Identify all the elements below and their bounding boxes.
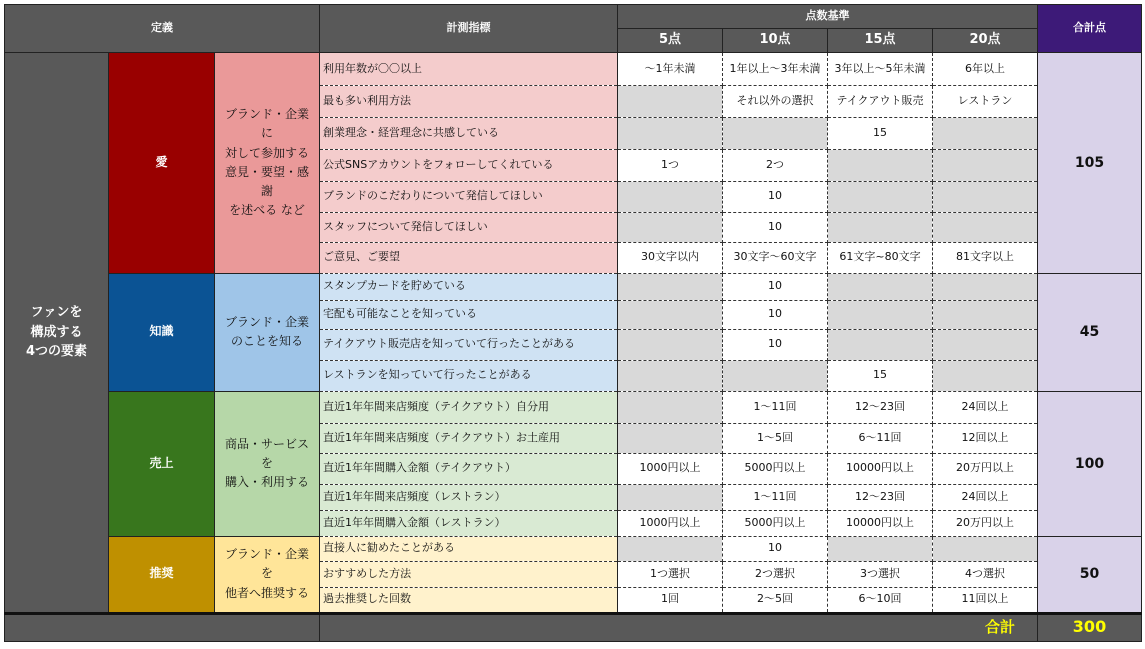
score-cell: 10 (723, 536, 828, 562)
header-score-col: 15点 (828, 29, 933, 53)
outer-label (5, 53, 109, 614)
score-cell: 1つ (618, 150, 723, 182)
score-cell: 12～23回 (828, 484, 933, 510)
score-cell: 2～5回 (723, 588, 828, 614)
header-score-col: 5点 (618, 29, 723, 53)
table-row (5, 53, 1142, 86)
score-cell: 10 (723, 300, 828, 329)
score-cell: 1000円以上 (618, 453, 723, 484)
score-cell (828, 212, 933, 243)
score-cell: 10 (723, 329, 828, 360)
score-cell: 6～10回 (828, 588, 933, 614)
element-label: 売上 (109, 392, 215, 537)
indicator-cell: 最も多い利用方法 (320, 86, 618, 118)
score-cell: 30文字以内 (618, 243, 723, 274)
score-cell (933, 329, 1038, 360)
score-cell: 1つ選択 (618, 562, 723, 588)
element-description-text: ブランド・企業 に 対して参加する 意見・要望・感 謝 を述べる など (224, 107, 309, 218)
score-cell: 12～23回 (828, 392, 933, 424)
element-description-text: 商品・サービス を 購入・利用する (224, 436, 309, 490)
score-cell: それ以外の選択 (723, 86, 828, 118)
score-cell (933, 536, 1038, 562)
score-cell (618, 212, 723, 243)
score-cell (933, 181, 1038, 212)
element-description-text: ブランド・企業 のことを知る (224, 315, 309, 349)
score-cell (618, 181, 723, 212)
footer-total-label: 合計 (320, 613, 1038, 641)
header-definition: 定義 (5, 5, 320, 53)
footer-bar (5, 613, 320, 641)
header-total: 合計点 (1038, 5, 1142, 53)
score-cell (618, 392, 723, 424)
section-total: 105 (1038, 53, 1142, 274)
indicator-cell: 直近1年年間来店頻度（テイクアウト）お土産用 (320, 424, 618, 454)
score-cell (723, 117, 828, 150)
section-total: 45 (1038, 273, 1142, 392)
outer-label-text: ファンを 構成する 4つの要素 (25, 305, 88, 359)
header-indicator: 計測指標 (320, 5, 618, 53)
score-cell (618, 117, 723, 150)
table-row (5, 392, 1142, 424)
score-cell: 1～5回 (723, 424, 828, 454)
score-cell: 20万円以上 (933, 510, 1038, 536)
score-cell: 15 (828, 360, 933, 392)
score-cell (618, 360, 723, 392)
indicator-cell: おすすめした方法 (320, 562, 618, 588)
score-cell (618, 86, 723, 118)
score-cell (618, 300, 723, 329)
score-cell (933, 273, 1038, 300)
score-cell (828, 300, 933, 329)
fan-element-score-table (4, 4, 1142, 642)
score-cell: 3つ選択 (828, 562, 933, 588)
score-cell: 6～11回 (828, 424, 933, 454)
score-cell (828, 150, 933, 182)
score-cell: 11回以上 (933, 588, 1038, 614)
element-label: 愛 (109, 53, 215, 274)
score-cell: 2つ (723, 150, 828, 182)
score-cell: 61文字~80文字 (828, 243, 933, 274)
score-cell: 10 (723, 181, 828, 212)
score-cell (933, 150, 1038, 182)
score-cell: 6年以上 (933, 53, 1038, 86)
score-cell (618, 273, 723, 300)
element-label: 知識 (109, 273, 215, 392)
footer-total-value: 300 (1038, 613, 1142, 641)
score-cell: 10 (723, 273, 828, 300)
score-cell (933, 117, 1038, 150)
element-label: 推奨 (109, 536, 215, 613)
indicator-cell: 直近1年年間来店頻度（テイクアウト）自分用 (320, 392, 618, 424)
score-cell: 5000円以上 (723, 453, 828, 484)
header-score-col: 10点 (723, 29, 828, 53)
score-cell: 1000円以上 (618, 510, 723, 536)
score-cell: 30文字～60文字 (723, 243, 828, 274)
indicator-cell: スタンプカードを貯めている (320, 273, 618, 300)
score-cell (933, 360, 1038, 392)
indicator-cell: 直接人に勧めたことがある (320, 536, 618, 562)
score-cell (618, 424, 723, 454)
header-criteria: 点数基準 (618, 5, 1038, 29)
score-cell: 10000円以上 (828, 453, 933, 484)
score-cell (828, 536, 933, 562)
score-cell: 15 (828, 117, 933, 150)
score-cell: 2つ選択 (723, 562, 828, 588)
score-cell: 20万円以上 (933, 453, 1038, 484)
score-cell: テイクアウト販売 (828, 86, 933, 118)
score-cell (933, 300, 1038, 329)
score-cell (618, 484, 723, 510)
score-cell: レストラン (933, 86, 1038, 118)
score-cell: 12回以上 (933, 424, 1038, 454)
score-cell: 81文字以上 (933, 243, 1038, 274)
score-cell (723, 360, 828, 392)
table-row (5, 273, 1142, 300)
score-cell: 24回以上 (933, 484, 1038, 510)
indicator-cell: ご意見、ご要望 (320, 243, 618, 274)
section-total: 50 (1038, 536, 1142, 613)
score-cell: 1回 (618, 588, 723, 614)
score-cell: 1～11回 (723, 484, 828, 510)
indicator-cell: 利用年数が〇〇以上 (320, 53, 618, 86)
element-description (215, 273, 320, 392)
indicator-cell: 直近1年年間購入金額（レストラン） (320, 510, 618, 536)
score-cell: 10 (723, 212, 828, 243)
indicator-cell: テイクアウト販売店を知っていて行ったことがある (320, 329, 618, 360)
indicator-cell: 直近1年年間来店頻度（レストラン） (320, 484, 618, 510)
element-description-text: ブランド・企業 を 他者へ推奨する (224, 547, 309, 600)
indicator-cell: スタッフについて発信してほしい (320, 212, 618, 243)
indicator-cell: レストランを知っていて行ったことがある (320, 360, 618, 392)
score-cell (618, 536, 723, 562)
indicator-cell: 宅配も可能なことを知っている (320, 300, 618, 329)
score-cell (933, 212, 1038, 243)
score-cell: ～1年未満 (618, 53, 723, 86)
score-cell (828, 273, 933, 300)
header-score-col: 20点 (933, 29, 1038, 53)
indicator-cell: 創業理念・経営理念に共感している (320, 117, 618, 150)
score-cell: 3年以上～5年未満 (828, 53, 933, 86)
element-description (215, 392, 320, 537)
score-cell: 1～11回 (723, 392, 828, 424)
score-cell (618, 329, 723, 360)
score-cell: 4つ選択 (933, 562, 1038, 588)
score-cell: 10000円以上 (828, 510, 933, 536)
score-cell: 1年以上～3年未満 (723, 53, 828, 86)
indicator-cell: ブランドのこだわりについて発信してほしい (320, 181, 618, 212)
table-row (5, 536, 1142, 562)
indicator-cell: 過去推奨した回数 (320, 588, 618, 614)
indicator-cell: 公式SNSアカウントをフォローしてくれている (320, 150, 618, 182)
score-cell: 5000円以上 (723, 510, 828, 536)
element-description (215, 53, 320, 274)
score-cell (828, 181, 933, 212)
element-description (215, 536, 320, 613)
score-cell: 24回以上 (933, 392, 1038, 424)
section-total: 100 (1038, 392, 1142, 537)
indicator-cell: 直近1年年間購入金額（テイクアウト） (320, 453, 618, 484)
score-cell (828, 329, 933, 360)
